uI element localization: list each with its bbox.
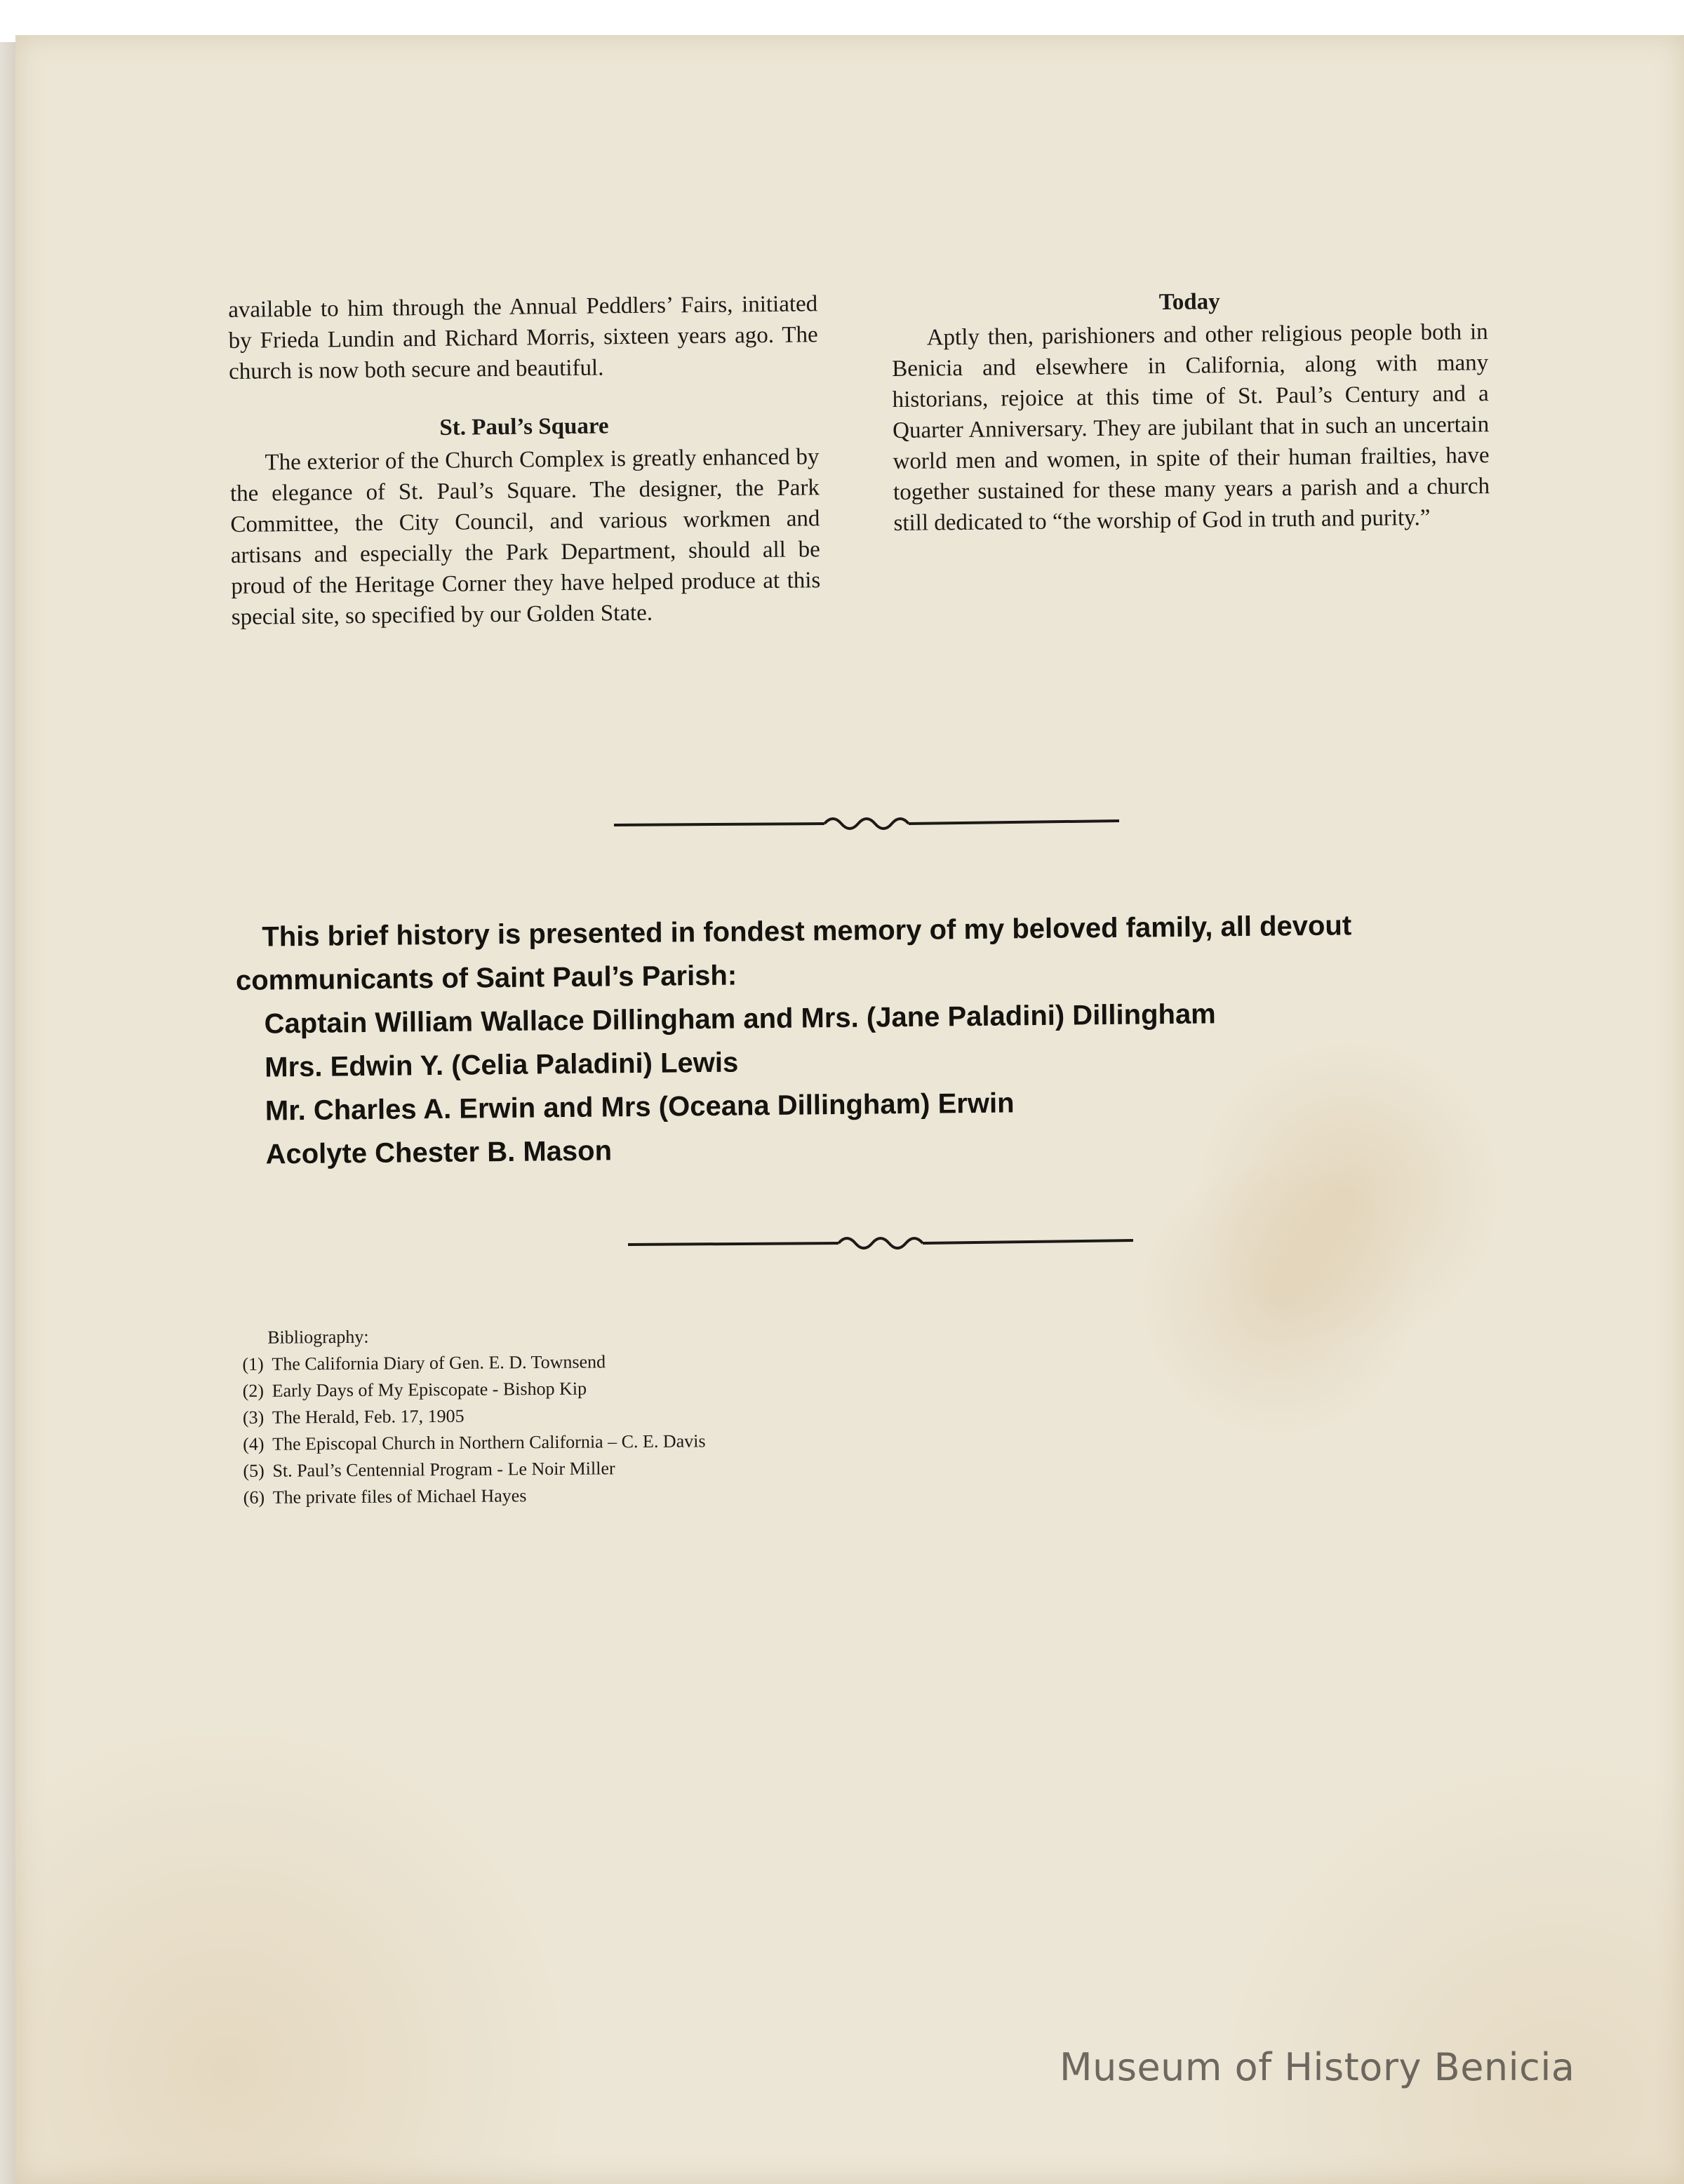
museum-watermark: Museum of History Benicia <box>1060 2045 1575 2089</box>
bibliography-number: (4) <box>243 1433 265 1454</box>
flourish-rule-icon <box>628 1226 1133 1254</box>
section-heading-st-pauls-square: St. Paul’s Square <box>439 413 609 441</box>
bibliography-text: The private files of Michael Hayes <box>272 1485 527 1508</box>
dedication-name: Captain William Wallace Dillingham and Mrs. (Jane Paladini) Dillingham <box>264 998 1216 1040</box>
scan-edge <box>0 42 17 2184</box>
flourish-rule-icon <box>614 807 1119 835</box>
bibliography-number: (2) <box>242 1380 265 1401</box>
section-heading-today: Today <box>1158 289 1220 316</box>
continuation-paragraph: available to him through the Annual Peddlers’ Fairs, initiated by Frieda Lundin and Richard Morris, sixteen years ago. The church is now both secure and beautiful. <box>228 291 818 384</box>
bibliography-number: (3) <box>242 1407 265 1428</box>
dedication-intro: This brief history is presented in fondest memory of my beloved family, all devout communicants of Saint Paul’s Parish: <box>235 910 1352 996</box>
bibliography-item <box>243 1480 875 1511</box>
bibliography-heading: Bibliography: <box>267 1326 369 1348</box>
dedication-block <box>235 903 1431 1177</box>
bibliography-number: (5) <box>243 1460 265 1481</box>
ornament-divider-bottom <box>628 1226 1133 1254</box>
bibliography-text: The California Diary of Gen. E. D. Townsend <box>272 1351 606 1374</box>
bibliography-text: The Episcopal Church in Northern California – C. E. Davis <box>272 1431 706 1454</box>
bibliography-number: (6) <box>243 1487 265 1508</box>
bibliography-item <box>243 1427 874 1458</box>
bibliography-text: Early Days of My Episcopate - Bishop Kip <box>272 1378 587 1401</box>
today-paragraph: Aptly then, parishioners and other religious people both in Benicia and elsewhere in California, along with many historians, rejoice at this time of St. Paul’s Century and a Quarter Anniversary. They are jubilant that in such an uncertain world men and women, in spite of their human frailties, have together sustained for these many years a parish and a church still dedicated to “the worship of God in truth and purity.” <box>892 319 1490 536</box>
bibliography-text: St. Paul’s Centennial Program - Le Noir Miller <box>272 1458 615 1481</box>
st-pauls-square-paragraph: The exterior of the Church Complex is greatly enhanced by the elegance of St. Paul’s Square. The designer, the Park Committee, the City Council, and various workmen and artisans and especially the Park Department, should all be proud of the Heritage Corner they have helped produce at this special site, so specified by our Golden State. <box>229 444 821 630</box>
bibliography-text: The Herald, Feb. 17, 1905 <box>272 1405 465 1428</box>
right-column <box>891 281 1490 539</box>
dedication-name: Mr. Charles A. Erwin and Mrs (Oceana Dillingham) Erwin <box>265 1087 1015 1127</box>
bibliography-item <box>243 1400 874 1431</box>
bibliography-number: (1) <box>242 1353 264 1374</box>
bibliography-item <box>243 1374 874 1405</box>
dedication-names <box>236 990 1431 1177</box>
ornament-divider-top <box>614 807 1119 835</box>
dedication-name: Mrs. Edwin Y. (Celia Paladini) Lewis <box>265 1047 739 1083</box>
left-column <box>228 288 821 633</box>
dedication-name: Acolyte Chester B. Mason <box>265 1135 613 1170</box>
bibliography-item <box>243 1454 874 1485</box>
bibliography-item <box>242 1347 874 1378</box>
bibliography <box>242 1320 875 1511</box>
